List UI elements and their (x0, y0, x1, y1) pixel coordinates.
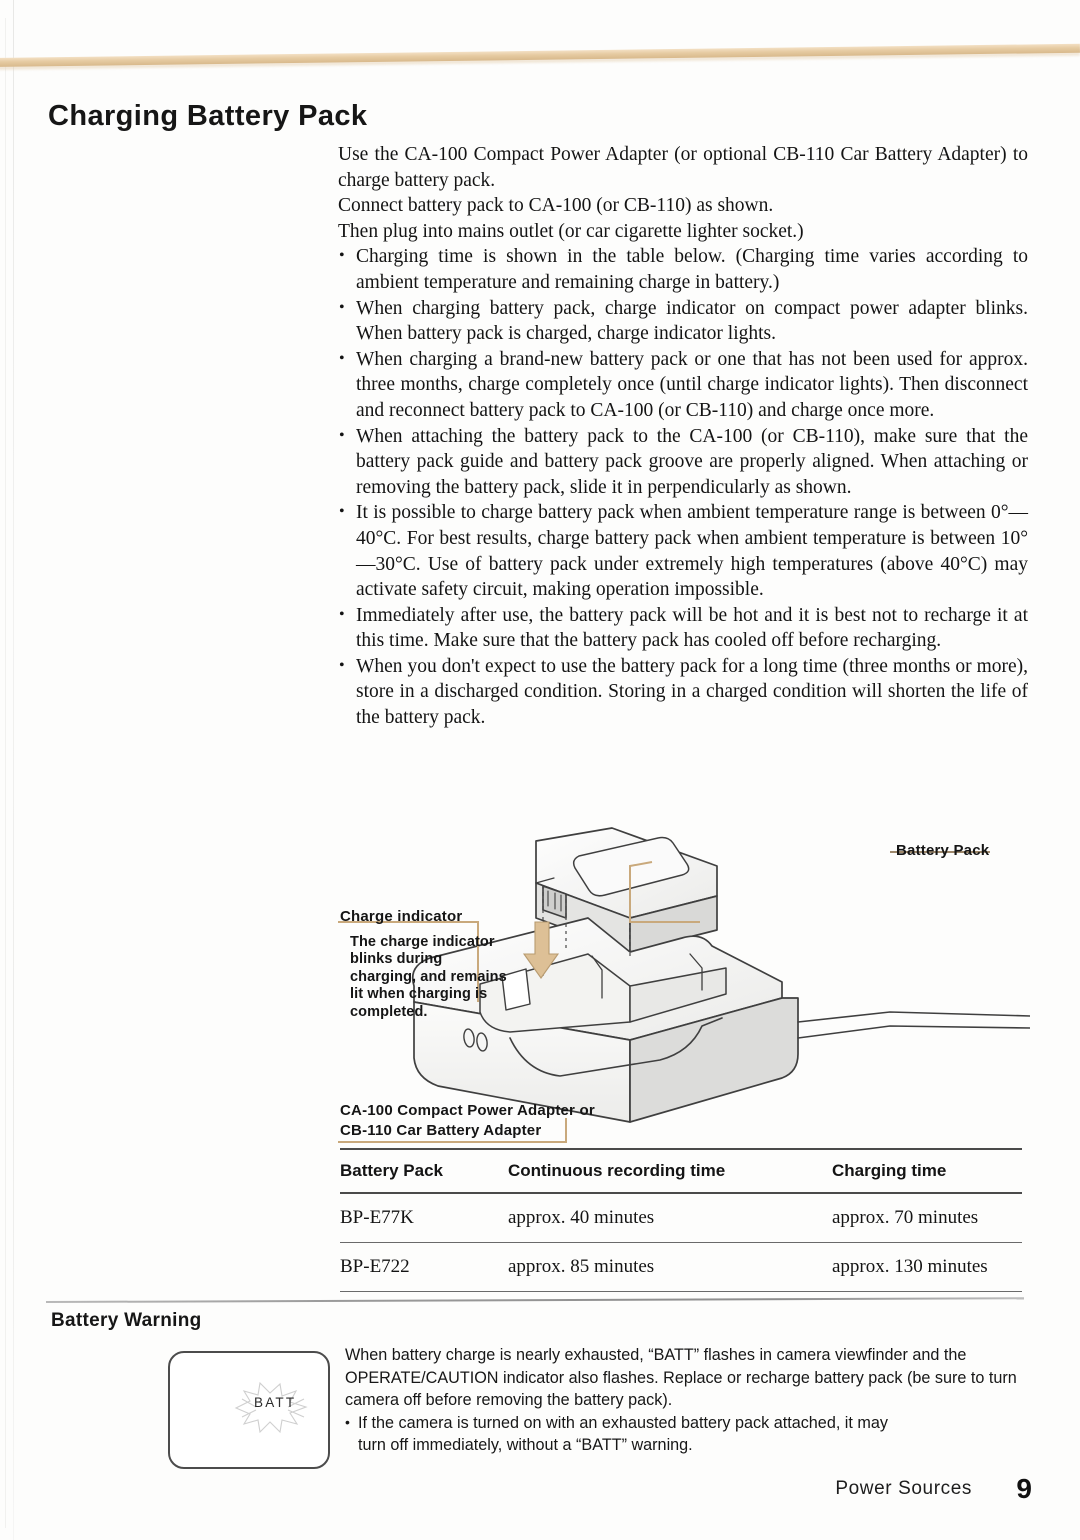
footer-chapter-label: Power Sources (835, 1478, 972, 1499)
cell-charging-time: approx. 130 minutes (832, 1243, 1022, 1292)
header-accent-rule (0, 52, 1080, 78)
label-adapter-line1: CA-100 Compact Power Adapter or (340, 1102, 595, 1119)
charge-indicator-note: The charge indicator blinks during charging, and remains lit when charging is completed. (350, 934, 507, 1020)
viewfinder-illustration (168, 1351, 330, 1469)
list-item: • When charging a brand-new battery pack or one that has not been used for approx. three months, charge completely once (until charge indicator lights). Then disconnect and reconnect battery pack to CA-100 (or CB-110) and charge once more. (338, 347, 1028, 424)
scan-artifact-line (13, 0, 14, 1540)
section-divider (46, 1297, 1024, 1303)
list-item: • When attaching the battery pack to the CA-100 (or CB-110), make sure that the battery pack guide and battery pack groove are properly aligned. When attaching or removing the battery pack, slide it in perpendicularly as shown. (338, 424, 1028, 501)
cell-battery-model: BP-E722 (340, 1243, 508, 1292)
column-header-battery-pack: Battery Pack (340, 1149, 508, 1193)
table-row (340, 1243, 1022, 1292)
label-adapter-line2: CB-110 Car Battery Adapter (340, 1121, 542, 1139)
page-footer (0, 1473, 1080, 1518)
battery-warning-text (345, 1344, 1035, 1457)
list-item: • Immediately after use, the battery pack will be hot and it is best not to recharge it at this time. Make sure that the battery pack has cooled off before recharging. (338, 603, 1028, 654)
list-item: • When you don't expect to use the battery pack for a long time (three months or more), store in a discharged condition. Storing in a charged condition will shorten the life of the battery pack. (338, 654, 1028, 731)
notes-bullet-list (338, 244, 1028, 730)
label-battery-pack: Battery Pack (896, 842, 990, 859)
label-adapter (340, 1101, 595, 1140)
scan-artifact-line-secondary (5, 18, 6, 1528)
viewfinder-batt-text: BATT (254, 1395, 297, 1410)
table-header-row (340, 1149, 1022, 1193)
cell-recording-time: approx. 85 minutes (508, 1243, 832, 1292)
label-charge-indicator: Charge indicator (340, 908, 463, 925)
list-item: • It is possible to charge battery pack when ambient temperature range is between 0°—40°C. For best results, charge battery pack when ambient temperature is between 10°—30°C. Use of battery pack under extremely high temperatures (above 40°C) may activate safety circuit, making operation impossible. (338, 500, 1028, 602)
intro-paragraph-1: Use the CA-100 Compact Power Adapter (or optional CB-110 Car Battery Adapter) to charge battery pack. (338, 144, 1028, 191)
table-row (340, 1193, 1022, 1243)
intro-paragraph-2: Connect battery pack to CA-100 (or CB-110) as shown. (338, 195, 774, 217)
warning-bullet-continuation: turn off immediately, without a “BATT” warning. (358, 1436, 693, 1455)
cell-battery-model: BP-E77K (340, 1193, 508, 1243)
intro-paragraph-3: Then plug into mains outlet (or car cigarette lighter socket.) (338, 220, 804, 242)
battery-spec-table (340, 1148, 1022, 1292)
page-title: Charging Battery Pack (48, 100, 368, 132)
intro-body (338, 142, 1028, 731)
warning-bullet-list (345, 1412, 1035, 1435)
cell-recording-time: approx. 40 minutes (508, 1193, 832, 1243)
list-item: • If the camera is turned on with an exhausted battery pack attached, it may (345, 1412, 1035, 1435)
list-item: • When charging battery pack, charge indicator on compact power adapter blinks. When battery pack is charged, charge indicator lights. (338, 296, 1028, 347)
warning-paragraph: When battery charge is nearly exhausted, “BATT” flashes in camera viewfinder and the OPERATE/CAUTION indicator also flashes. Replace or recharge battery pack (be sure to turn camera off before removing the battery pack). (345, 1346, 1017, 1410)
list-item: • Charging time is shown in the table below. (Charging time varies according to ambient temperature and remaining charge in battery.) (338, 244, 1028, 295)
footer-page-number: 9 (1016, 1473, 1032, 1504)
cell-charging-time: approx. 70 minutes (832, 1193, 1022, 1243)
column-header-recording-time: Continuous recording time (508, 1149, 832, 1193)
column-header-charging-time: Charging time (832, 1149, 1022, 1193)
battery-warning-title: Battery Warning (51, 1310, 202, 1331)
